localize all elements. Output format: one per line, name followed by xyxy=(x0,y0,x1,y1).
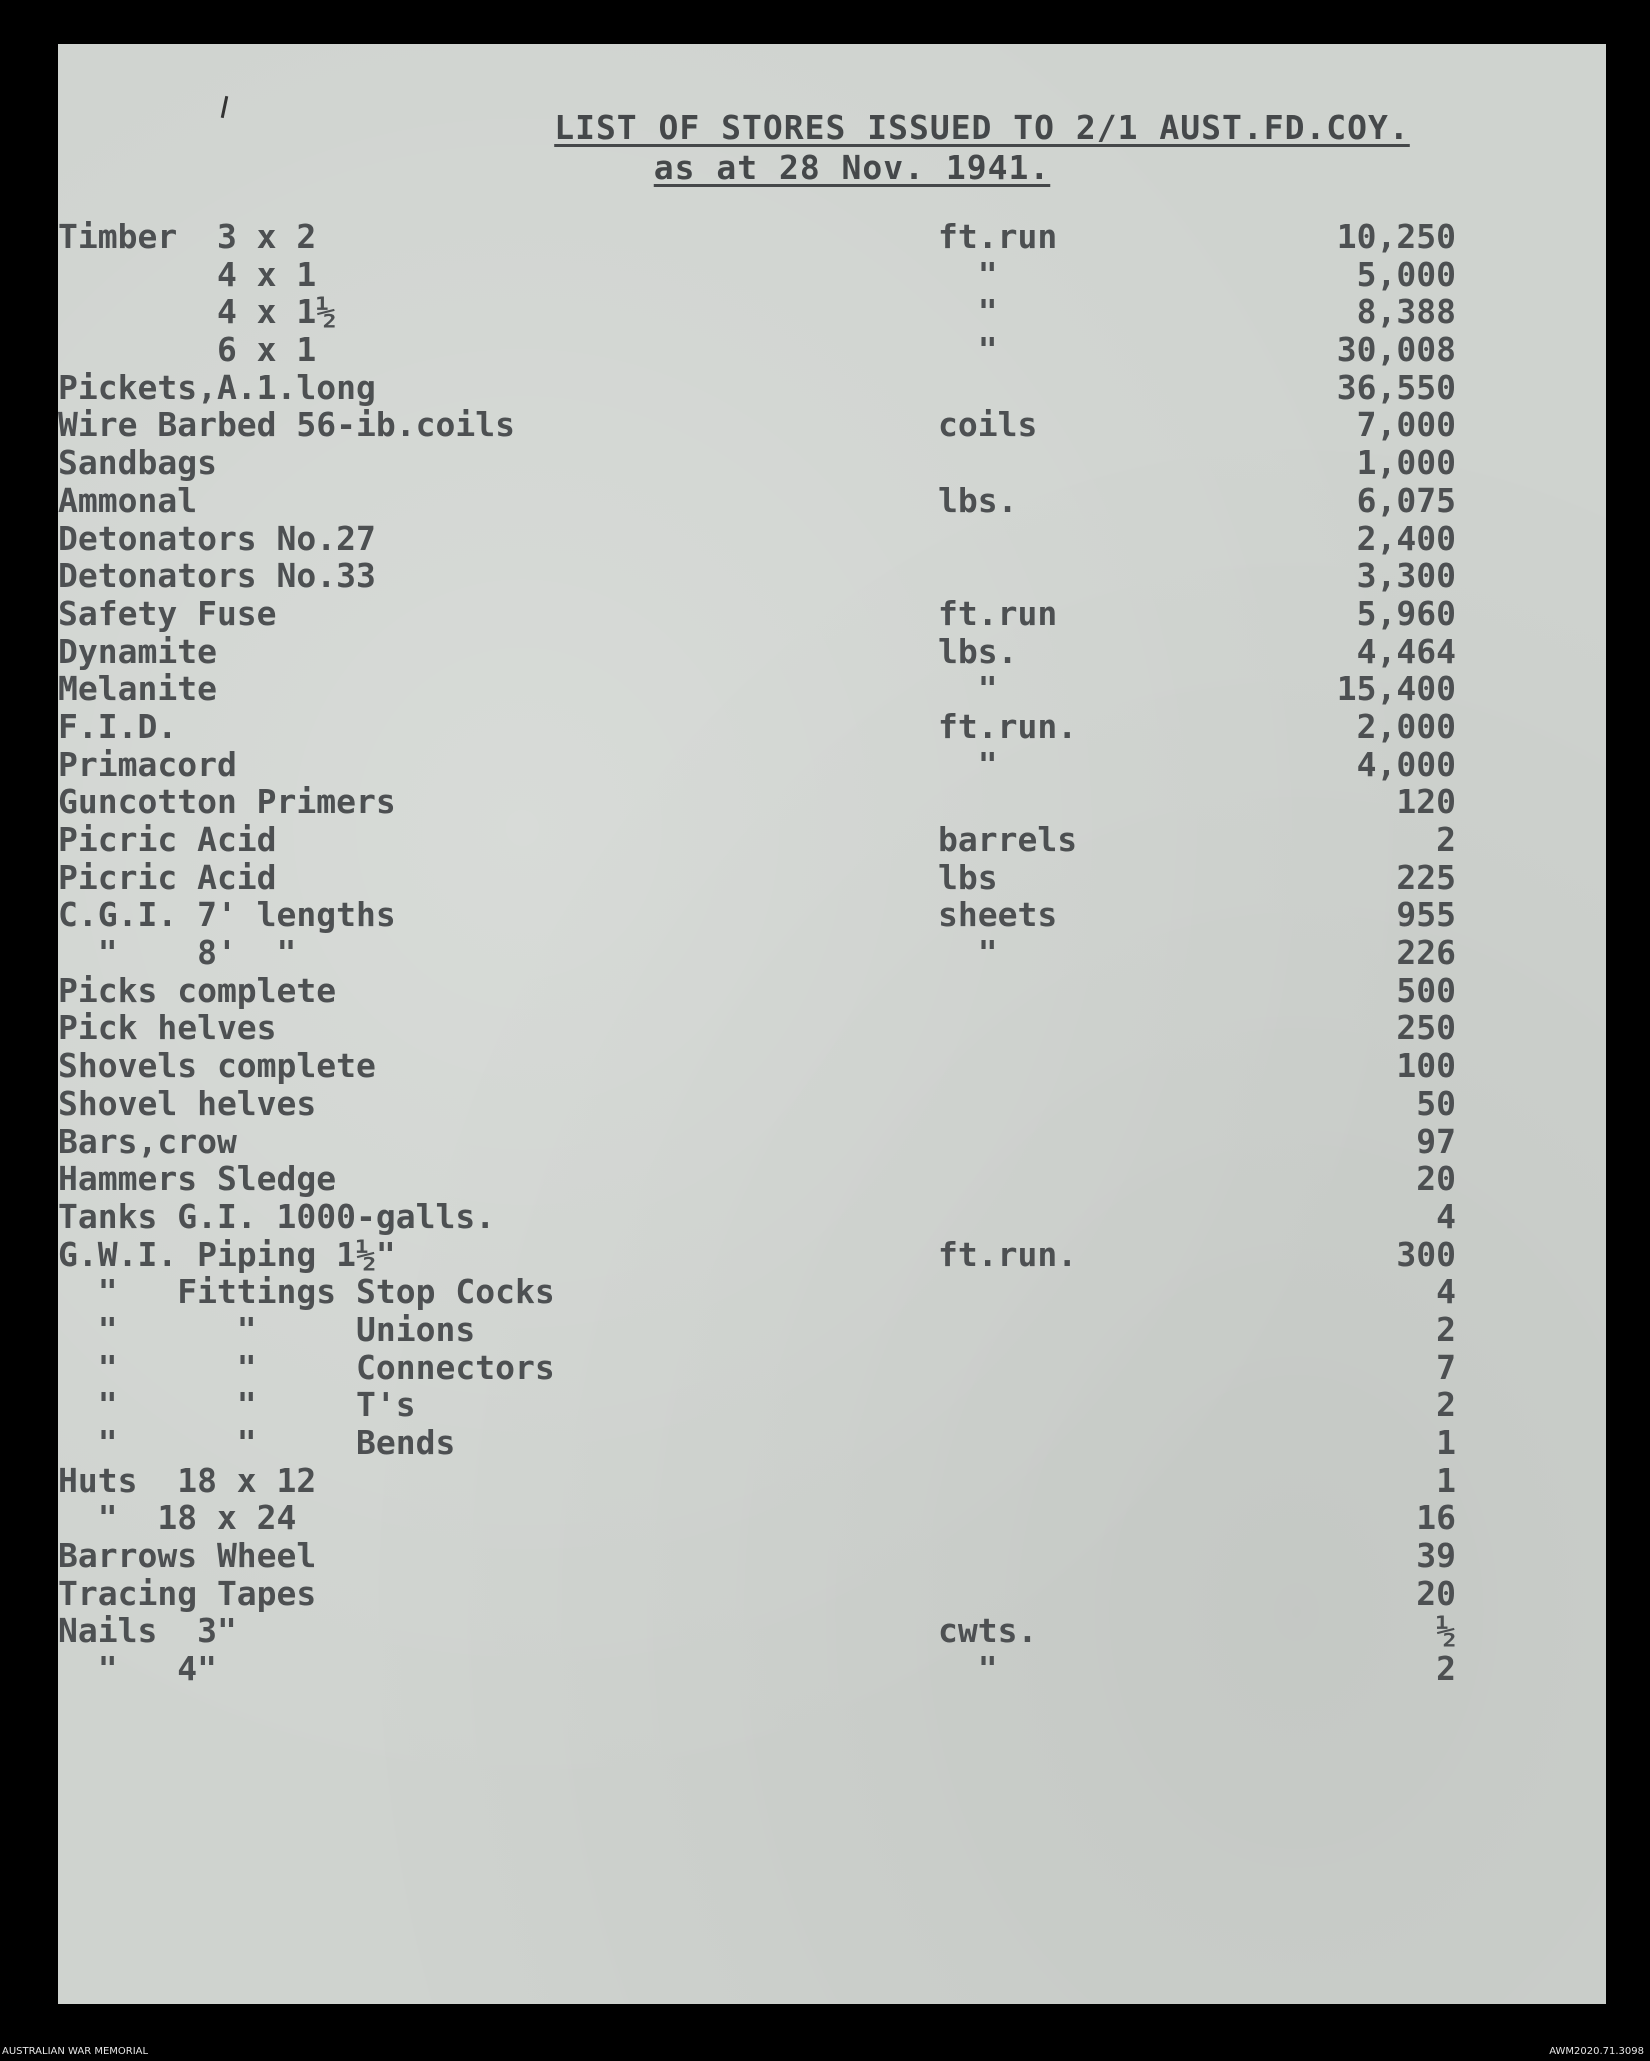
stores-row xyxy=(58,256,1606,294)
store-quantity: 7,000 xyxy=(1356,405,1456,445)
store-quantity: 36,550 xyxy=(1336,367,1456,407)
store-unit: coils xyxy=(938,405,1038,445)
stores-row xyxy=(58,708,1606,746)
store-item: Detonators No.27 xyxy=(58,518,376,558)
store-unit: " xyxy=(938,669,998,709)
store-quantity: 4 xyxy=(1436,1196,1456,1236)
store-item: Ammonal xyxy=(58,480,198,520)
store-item: G.W.I. Piping 1½" xyxy=(58,1234,396,1274)
stores-row xyxy=(58,1462,1606,1500)
store-quantity: 97 xyxy=(1416,1121,1456,1161)
stores-row xyxy=(58,293,1606,331)
footer-institution: AUSTRALIAN WAR MEMORIAL xyxy=(2,2046,149,2057)
stores-row xyxy=(58,896,1606,934)
stores-row xyxy=(58,821,1606,859)
store-item: Picric Acid xyxy=(58,820,277,859)
store-item: Dynamite xyxy=(58,631,217,671)
store-item: Primacord xyxy=(58,744,237,784)
document-date: as at 28 Nov. 1941. xyxy=(653,148,1051,187)
store-item: Tracing Tapes xyxy=(58,1573,317,1613)
store-item: " 8' " xyxy=(58,933,297,973)
stores-row xyxy=(58,406,1606,444)
store-quantity: 1,000 xyxy=(1356,443,1456,483)
store-quantity: 20 xyxy=(1416,1573,1456,1613)
store-item: " Fittings Stop Cocks xyxy=(58,1272,555,1312)
store-unit: " xyxy=(938,292,998,332)
stores-row xyxy=(58,859,1606,897)
store-unit: ft.run xyxy=(938,593,1058,633)
store-unit: " xyxy=(938,1649,998,1689)
stores-row xyxy=(58,783,1606,821)
store-quantity: 226 xyxy=(1396,933,1456,973)
store-quantity: 2 xyxy=(1436,820,1456,859)
stores-row xyxy=(58,1085,1606,1123)
store-unit: sheets xyxy=(938,895,1058,935)
store-quantity: 300 xyxy=(1396,1234,1456,1274)
stores-row xyxy=(58,1160,1606,1198)
stores-row xyxy=(58,218,1606,256)
store-item: " " Unions xyxy=(58,1309,476,1349)
stores-row xyxy=(58,444,1606,482)
document-page xyxy=(58,44,1606,2004)
stores-row xyxy=(58,1198,1606,1236)
store-quantity: 50 xyxy=(1416,1083,1456,1123)
store-quantity: 2 xyxy=(1436,1649,1456,1689)
store-quantity: 2 xyxy=(1436,1385,1456,1425)
store-item: Barrows Wheel xyxy=(58,1536,317,1576)
store-unit: " xyxy=(938,933,998,973)
stores-row xyxy=(58,670,1606,708)
store-item: " " Bends xyxy=(58,1423,456,1462)
store-quantity: 3,300 xyxy=(1356,556,1456,596)
store-item: 4 x 1 xyxy=(58,254,317,294)
store-item: Detonators No.33 xyxy=(58,556,376,596)
store-quantity: 225 xyxy=(1396,857,1456,897)
store-item: " " T's xyxy=(58,1385,416,1425)
store-item: Hammers Sledge xyxy=(58,1159,337,1199)
stores-row xyxy=(58,1009,1606,1047)
footer-accession-number: AWM2020.71.3098 xyxy=(1549,2046,1644,2057)
store-item: " 18 x 24 xyxy=(58,1498,297,1538)
store-item: Sandbags xyxy=(58,443,217,483)
stores-row xyxy=(58,369,1606,407)
store-unit: ft.run. xyxy=(938,706,1078,746)
store-unit: lbs. xyxy=(938,480,1018,520)
stores-row xyxy=(58,972,1606,1010)
store-unit: " xyxy=(938,330,998,370)
store-item: Wire Barbed 56-ib.coils xyxy=(58,405,515,445)
stores-row xyxy=(58,1386,1606,1424)
store-quantity: 6,075 xyxy=(1356,480,1456,520)
store-item: Guncotton Primers xyxy=(58,782,396,822)
stores-row xyxy=(58,520,1606,558)
stores-row xyxy=(58,1349,1606,1387)
store-item: Shovels complete xyxy=(58,1046,376,1086)
stores-row xyxy=(58,1537,1606,1575)
stores-row xyxy=(58,1123,1606,1161)
store-quantity: 2,000 xyxy=(1356,706,1456,746)
store-item: Huts 18 x 12 xyxy=(58,1460,317,1500)
store-quantity: 16 xyxy=(1416,1498,1456,1538)
document-title: LIST OF STORES ISSUED TO 2/1 AUST.FD.COY. xyxy=(554,108,1410,147)
store-item: Safety Fuse xyxy=(58,593,277,633)
store-item: Nails 3" xyxy=(58,1611,237,1651)
stores-row xyxy=(58,482,1606,520)
store-quantity: 500 xyxy=(1396,970,1456,1010)
stores-row xyxy=(58,1311,1606,1349)
store-quantity: 120 xyxy=(1396,782,1456,822)
store-item: Shovel helves xyxy=(58,1083,317,1123)
store-quantity: 1 xyxy=(1436,1460,1456,1500)
store-item: Pickets,A.1.long xyxy=(58,367,376,407)
store-quantity: 7 xyxy=(1436,1347,1456,1387)
stores-row xyxy=(58,1424,1606,1462)
store-quantity: 15,400 xyxy=(1336,669,1456,709)
store-quantity: 39 xyxy=(1416,1536,1456,1576)
store-unit: lbs xyxy=(938,857,998,897)
store-item: Pick helves xyxy=(58,1008,277,1048)
store-item: Picric Acid xyxy=(58,857,277,897)
store-quantity: 1 xyxy=(1436,1423,1456,1462)
store-quantity: 5,000 xyxy=(1356,254,1456,294)
stores-row xyxy=(58,331,1606,369)
store-item: 4 x 1½ xyxy=(58,292,337,332)
store-unit: cwts. xyxy=(938,1611,1038,1651)
store-item: C.G.I. 7' lengths xyxy=(58,895,396,935)
store-quantity: 4 xyxy=(1436,1272,1456,1312)
store-quantity: ½ xyxy=(1436,1611,1456,1651)
store-item: Bars,crow xyxy=(58,1121,237,1161)
stores-row xyxy=(58,1650,1606,1688)
stores-row xyxy=(58,1612,1606,1650)
store-quantity: 100 xyxy=(1396,1046,1456,1086)
stores-row xyxy=(58,595,1606,633)
store-unit: ft.run. xyxy=(938,1234,1078,1274)
store-quantity: 5,960 xyxy=(1356,593,1456,633)
stores-row xyxy=(58,746,1606,784)
store-unit: ft.run xyxy=(938,217,1058,256)
stores-row xyxy=(58,1273,1606,1311)
stores-row xyxy=(58,934,1606,972)
store-quantity: 2,400 xyxy=(1356,518,1456,558)
store-quantity: 4,000 xyxy=(1356,744,1456,784)
store-quantity: 250 xyxy=(1396,1008,1456,1048)
store-item: " " Connectors xyxy=(58,1347,555,1387)
store-item: Melanite xyxy=(58,669,217,709)
store-item: Timber 3 x 2 xyxy=(58,217,317,256)
store-quantity: 20 xyxy=(1416,1159,1456,1199)
store-quantity: 10,250 xyxy=(1336,217,1456,256)
store-quantity: 30,008 xyxy=(1336,330,1456,370)
store-unit: lbs. xyxy=(938,631,1018,671)
store-item: Tanks G.I. 1000-galls. xyxy=(58,1196,496,1236)
store-quantity: 8,388 xyxy=(1356,292,1456,332)
store-item: F.I.D. xyxy=(58,706,178,746)
store-unit: barrels xyxy=(938,820,1078,859)
store-item: " 4" xyxy=(58,1649,217,1689)
store-unit: " xyxy=(938,254,998,294)
store-item: Picks complete xyxy=(58,970,337,1010)
stores-row xyxy=(58,557,1606,595)
store-item: 6 x 1 xyxy=(58,330,317,370)
store-quantity: 2 xyxy=(1436,1309,1456,1349)
stores-row xyxy=(58,1499,1606,1537)
stores-row xyxy=(58,633,1606,671)
stores-row xyxy=(58,1575,1606,1613)
stores-row xyxy=(58,1236,1606,1274)
store-quantity: 4,464 xyxy=(1356,631,1456,671)
store-unit: " xyxy=(938,744,998,784)
stores-list xyxy=(58,218,1606,1688)
store-quantity: 955 xyxy=(1396,895,1456,935)
stores-row xyxy=(58,1047,1606,1085)
